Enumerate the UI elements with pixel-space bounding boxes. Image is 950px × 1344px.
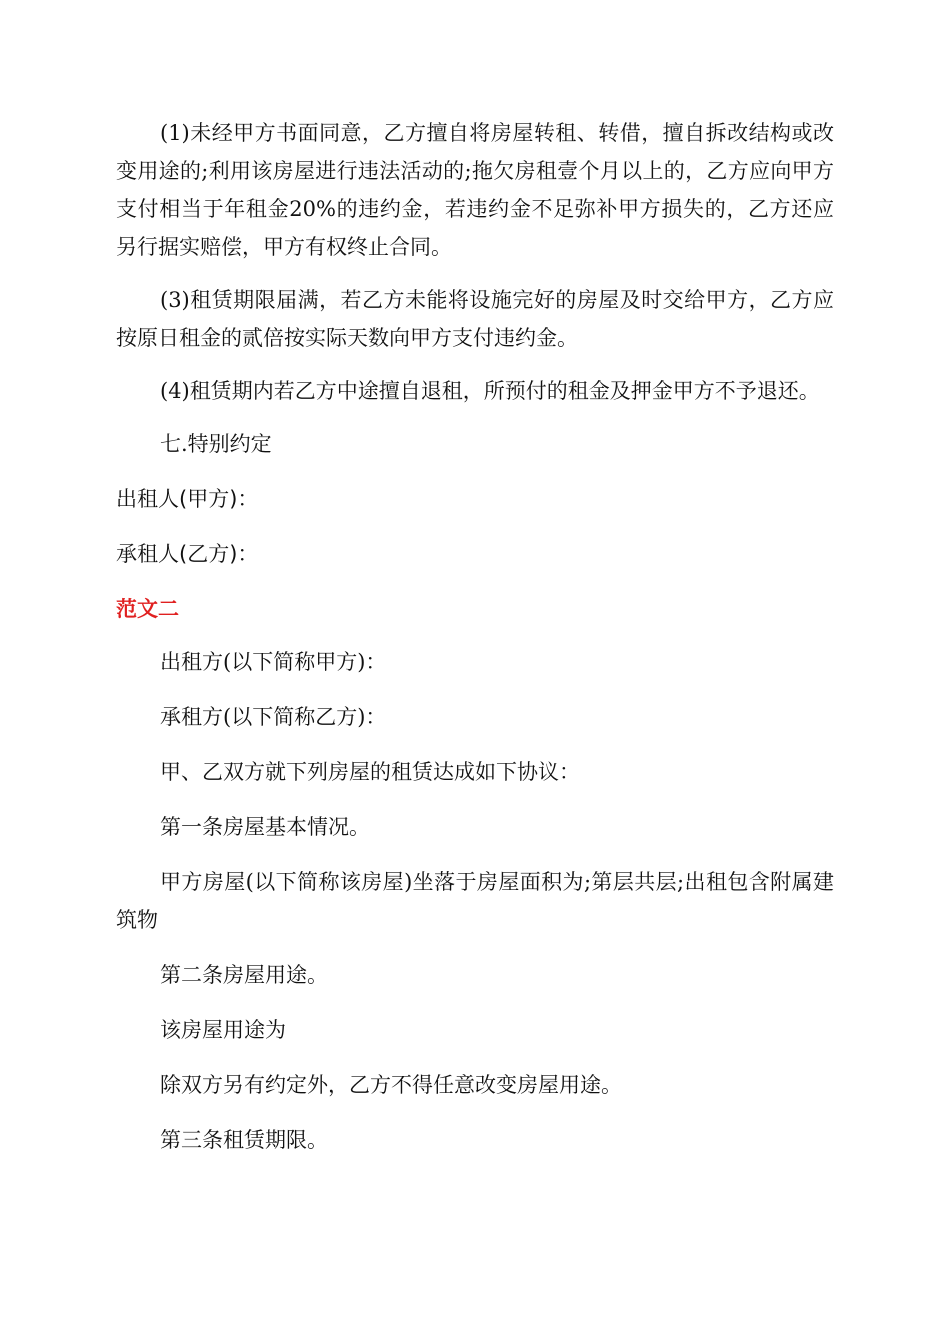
lessee-party-line: 承租方(以下简称乙方)： [160,705,387,729]
clause-3-overdue-return: (3)租赁期限届满，若乙方未能将设施完好的房屋及时交给甲方，乙方应按原日租金的贰倍按实际天数向甲方支付违约金。 [116,288,834,350]
section-7-special-terms: 七.特别约定 [160,432,272,456]
clause-1-breach: (1)未经甲方书面同意，乙方擅自将房屋转租、转借，擅自拆改结构或改变用途的;利用该房屋进行违法活动的;拖欠房租壹个月以上的，乙方应向甲方支付相当于年租金20%的违约金，若违约金不足弥补甲方损失的，乙方还应另行据实赔偿，甲方有权终止合同。 [116,121,834,259]
article-3-title: 第三条租赁期限。 [160,1128,328,1152]
sample-two-heading: 范文二 [116,597,179,621]
article-2-title: 第二条房屋用途。 [160,963,328,987]
article-1-title: 第一条房屋基本情况。 [160,815,370,839]
lessee-signature-line: 承租人(乙方)： [116,542,259,566]
article-2-restriction: 除双方另有约定外，乙方不得任意改变房屋用途。 [160,1073,622,1097]
agreement-intro: 甲、乙双方就下列房屋的租赁达成如下协议： [160,760,580,784]
article-1-body: 甲方房屋(以下简称该房屋)坐落于房屋面积为;第层共层;出租包含附属建筑物 [116,870,834,932]
document-body [116,114,834,1176]
clause-4-early-termination: (4)租赁期内若乙方中途擅自退租，所预付的租金及押金甲方不予退还。 [160,379,820,403]
article-2-usage: 该房屋用途为 [160,1018,286,1042]
lessor-signature-line: 出租人(甲方)： [116,487,259,511]
lessor-party-line: 出租方(以下简称甲方)： [160,650,387,674]
